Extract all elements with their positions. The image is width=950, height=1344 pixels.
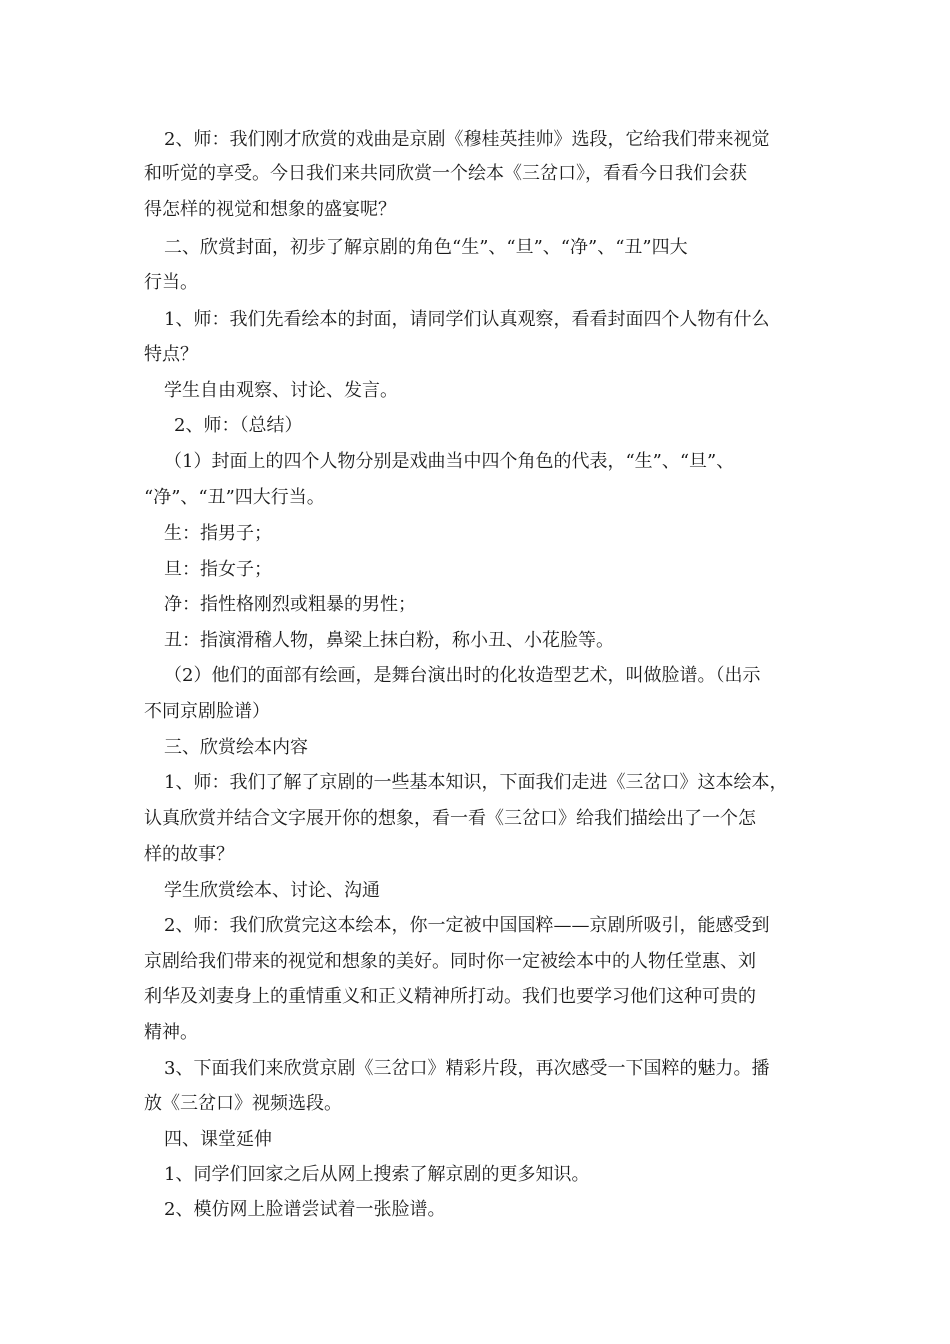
paragraph-line: 净：指性格刚烈或粗暴的男性； — [164, 594, 416, 615]
paragraph-line: 学生自由观察、讨论、发言。 — [164, 380, 398, 401]
paragraph-line: 样的故事？ — [144, 844, 234, 865]
paragraph-line: 3、下面我们来欣赏京剧《三岔口》精彩片段，再次感受一下国粹的魅力。播 — [164, 1058, 770, 1079]
paragraph-line: 丑：指演滑稽人物，鼻梁上抹白粉，称小丑、小花脸等。 — [164, 630, 614, 651]
paragraph-line: 2、模仿网上脸谱尝试着一张脸谱。 — [164, 1199, 446, 1220]
paragraph-line: 2、师：我们刚才欣赏的戏曲是京剧《穆桂英挂帅》选段，它给我们带来视觉 — [164, 129, 770, 150]
paragraph-line: 放《三岔口》视频选段。 — [144, 1093, 342, 1114]
paragraph-line: 特点？ — [144, 344, 198, 365]
paragraph-line: （2）他们的面部有绘画，是舞台演出时的化妆造型艺术，叫做脸谱。（出示 — [164, 665, 761, 686]
paragraph-line: 精神。 — [144, 1022, 198, 1043]
paragraph-line: 2、师：（总结） — [174, 415, 303, 436]
paragraph-line: 生：指男子； — [164, 523, 272, 544]
paragraph-line: 1、同学们回家之后从网上搜索了解京剧的更多知识。 — [164, 1164, 590, 1185]
paragraph-line: 认真欣赏并结合文字展开你的想象，看一看《三岔口》给我们描绘出了一个怎 — [144, 808, 756, 829]
paragraph-line: 旦：指女子； — [164, 559, 272, 580]
paragraph-line: 利华及刘妻身上的重情重义和正义精神所打动。我们也要学习他们这种可贵的 — [144, 986, 756, 1007]
paragraph-line: 行当。 — [144, 272, 198, 293]
paragraph-line: 1、师：我们了解了京剧的一些基本知识，下面我们走进《三岔口》这本绘本， — [164, 772, 788, 793]
section-heading: 二、欣赏封面，初步了解京剧的角色“生”、“旦”、“净”、“丑”四大 — [164, 237, 688, 258]
paragraph-line: 2、师：我们欣赏完这本绘本，你一定被中国国粹——京剧所吸引，能感受到 — [164, 915, 770, 936]
paragraph-line: “净”、“丑”四大行当。 — [144, 487, 325, 508]
paragraph-line: （1）封面上的四个人物分别是戏曲当中四个角色的代表，“生”、“旦”、 — [164, 451, 735, 472]
paragraph-line: 不同京剧脸谱） — [144, 701, 270, 722]
paragraph-line: 得怎样的视觉和想象的盛宴呢？ — [144, 199, 396, 220]
paragraph-line: 京剧给我们带来的视觉和想象的美好。同时你一定被绘本中的人物任堂惠、刘 — [144, 951, 756, 972]
paragraph-line: 学生欣赏绘本、讨论、沟通 — [164, 880, 380, 901]
paragraph-line: 和听觉的享受。今日我们来共同欣赏一个绘本《三岔口》，看看今日我们会获 — [144, 163, 747, 184]
paragraph-line: 1、师：我们先看绘本的封面，请同学们认真观察，看看封面四个人物有什么 — [164, 309, 770, 330]
section-heading: 四、课堂延伸 — [164, 1129, 272, 1150]
section-heading: 三、欣赏绘本内容 — [164, 737, 308, 758]
